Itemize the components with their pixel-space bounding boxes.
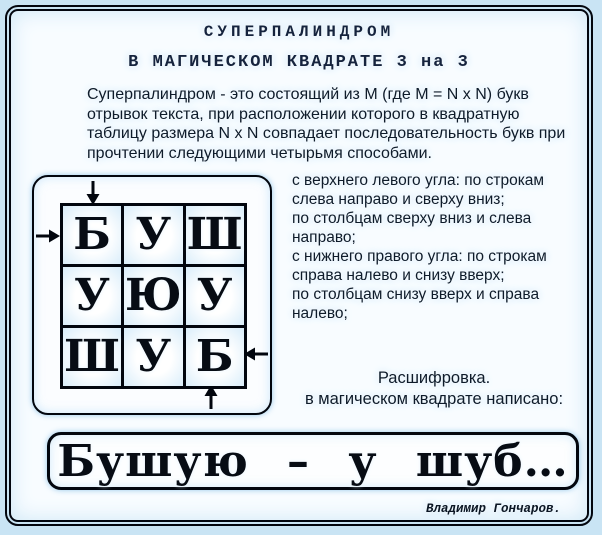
definition-paragraph: Суперпалиндром - это состоящий из М (где М = N х N) букв отрывок текста, при расположении которого в квадратную таблицу размера N х N совпадает последовательность букв при прочтении следующими четырьмя способами. (87, 86, 566, 162)
arrow-right-icon (36, 229, 61, 243)
grid-cell: Ш (184, 205, 245, 266)
grid-row (62, 205, 246, 266)
grid-cell: Б (184, 327, 245, 388)
page-subtitle: В МАГИЧЕСКОМ КВАДРАТЕ 3 на 3 (128, 53, 470, 72)
grid-cell: Ш (62, 327, 123, 388)
reading-ways-list (292, 171, 588, 323)
author-signature: Владимир Гончаров. (425, 502, 561, 516)
reading-way-item: по столбцам снизу вверх и справа налево; (292, 286, 540, 322)
grid-cell: Ю (123, 266, 185, 327)
reading-way-item: с верхнего левого угла: по строкам слева направо и сверху вниз; (292, 172, 545, 208)
reading-way-item: по столбцам сверху вниз и слева направо; (292, 210, 532, 246)
grid-row (62, 327, 246, 388)
page-title: СУПЕРПАЛИНДРОМ (203, 23, 395, 41)
outer-frame (5, 5, 593, 526)
grid-cell: У (62, 266, 123, 327)
grid-cell: Б (62, 205, 123, 266)
grid-cell: У (123, 327, 185, 388)
decode-heading: Расшифровка. (377, 369, 491, 387)
grid-cell: У (123, 205, 185, 266)
answer-box (47, 432, 579, 490)
reading-way-item: с нижнего правого угла: по строкам справа налево и снизу вверх; (292, 248, 547, 284)
decode-block (283, 368, 585, 410)
inner-frame (9, 9, 589, 522)
answer-text: Бушую – у шуб… (57, 435, 569, 487)
decode-subheading: в магическом квадрате написано: (304, 390, 564, 408)
letter-grid (60, 203, 247, 389)
magic-square-panel (32, 175, 272, 415)
grid-row (62, 266, 246, 327)
grid-cell: У (184, 266, 245, 327)
arrow-left-icon (243, 347, 268, 361)
